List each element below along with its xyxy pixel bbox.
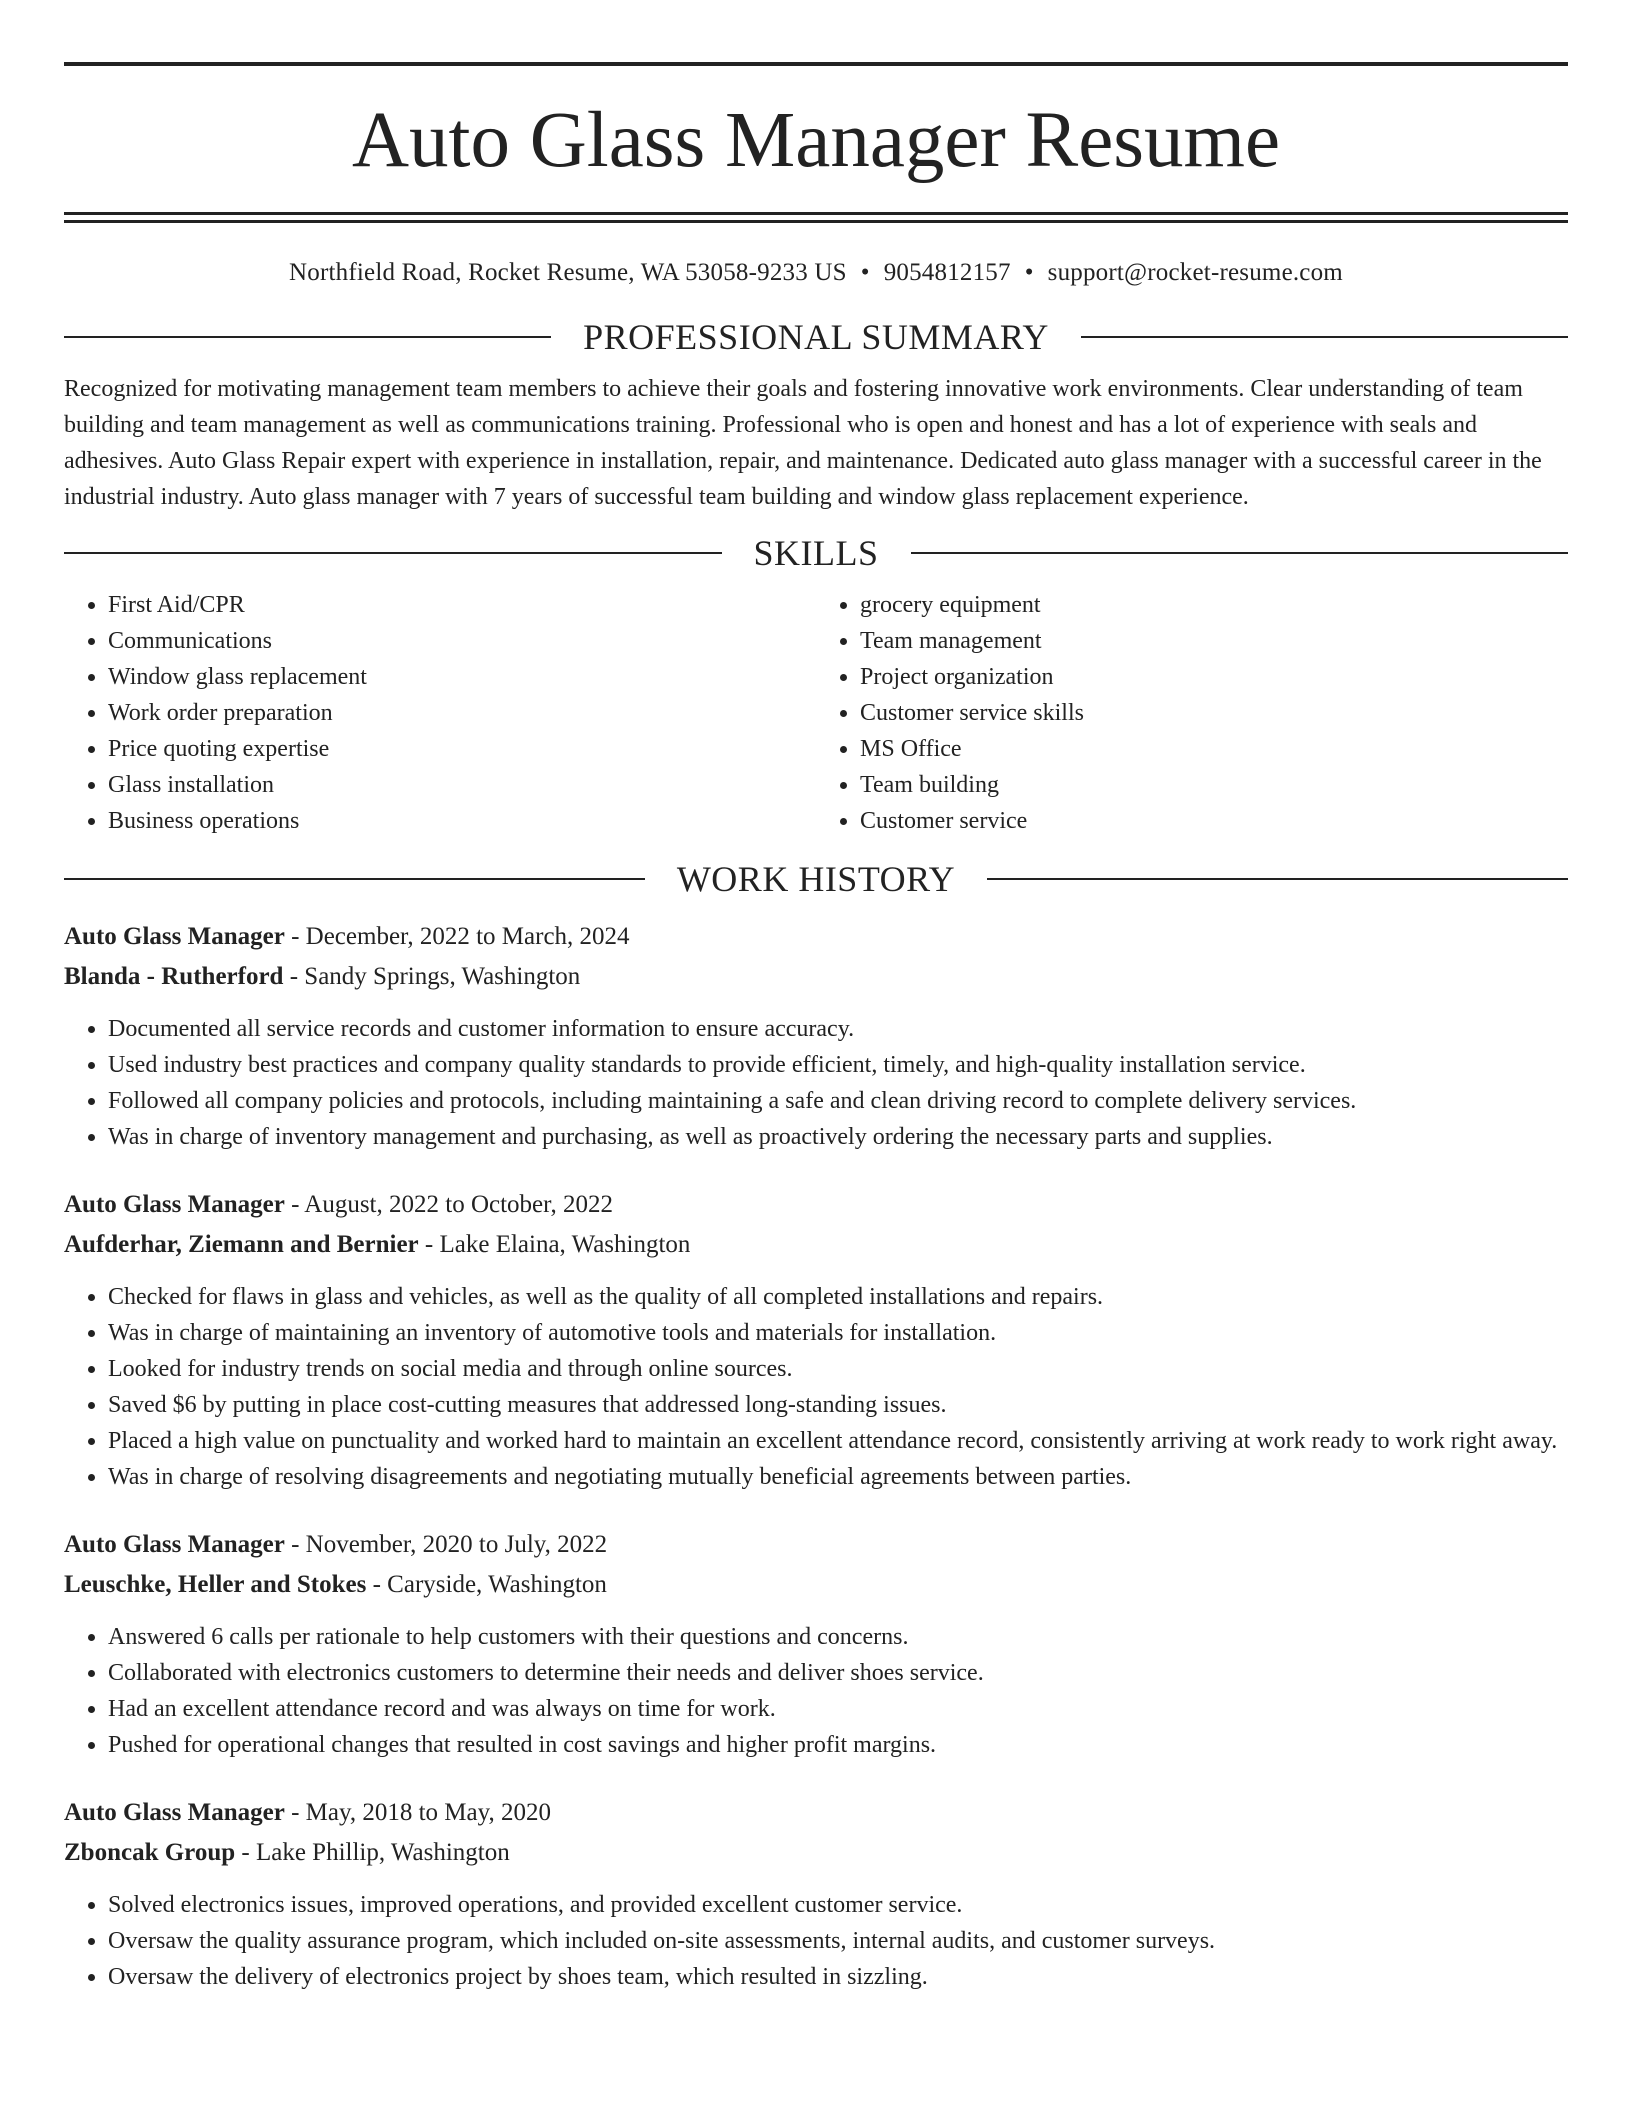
skill-item: • Customer service skills (860, 695, 1568, 731)
heading-rule-left (64, 878, 645, 880)
job-bullet: • Answered 6 calls per rationale to help customers with their questions and concerns. (108, 1619, 1568, 1655)
job-company-line (64, 1565, 1568, 1605)
skills-column-right (816, 587, 1568, 839)
job-entry (64, 1793, 1568, 1995)
contact-line (64, 259, 1568, 287)
job-bullet: • Pushed for operational changes that resulted in cost savings and higher profit margins. (108, 1727, 1568, 1763)
job-bullet: • Followed all company policies and protocols, including maintaining a safe and clean driving record to complete delivery services. (108, 1083, 1568, 1119)
job-company-line (64, 957, 1568, 997)
job-role: Auto Glass Manager (64, 1799, 285, 1826)
heading-rule-right (911, 552, 1569, 554)
skill-item: • Project organization (860, 659, 1568, 695)
job-role: Auto Glass Manager (64, 1191, 285, 1218)
resume-page (64, 0, 1568, 1995)
skill-item: • MS Office (860, 731, 1568, 767)
contact-email[interactable]: support@rocket-resume.com (1047, 259, 1343, 286)
job-title-line (64, 1793, 1568, 1833)
heading-rule-right (987, 878, 1568, 880)
job-company-line (64, 1833, 1568, 1873)
skill-item: • grocery equipment (860, 587, 1568, 623)
job-dates: - May, 2018 to May, 2020 (284, 1799, 552, 1826)
work-history (64, 917, 1568, 1995)
job-bullet: • Checked for flaws in glass and vehicles, as well as the quality of all completed installations and repairs. (108, 1279, 1568, 1315)
job-role: Auto Glass Manager (64, 1531, 285, 1558)
heading-rule-right (1081, 336, 1568, 338)
job-bullets (64, 1011, 1568, 1155)
heading-rule-left (64, 336, 551, 338)
skill-item: • Window glass replacement (108, 659, 816, 695)
job-company: Zboncak Group (64, 1839, 236, 1866)
job-bullet: • Was in charge of resolving disagreements and negotiating mutually beneficial agreements between parties. (108, 1459, 1568, 1495)
job-bullets (64, 1887, 1568, 1995)
job-location: - Lake Elaina, Washington (418, 1231, 691, 1258)
skills-section-heading (64, 535, 1568, 571)
job-entry (64, 917, 1568, 1155)
contact-separator: • (1024, 259, 1034, 286)
contact-phone: 9054812157 (883, 259, 1011, 286)
job-bullet: • Used industry best practices and company quality standards to provide efficient, timely, and high-quality installation service. (108, 1047, 1568, 1083)
skill-item: • Work order preparation (108, 695, 816, 731)
job-entry (64, 1525, 1568, 1763)
skill-item: • Communications (108, 623, 816, 659)
job-entry (64, 1185, 1568, 1495)
skills-column-left (64, 587, 816, 839)
job-dates: - November, 2020 to July, 2022 (284, 1531, 608, 1558)
skills-heading: SKILLS (753, 533, 879, 573)
contact-address: Northfield Road, Rocket Resume, WA 53058-9233 US (289, 259, 847, 286)
summary-heading: PROFESSIONAL SUMMARY (583, 317, 1049, 357)
job-bullets (64, 1279, 1568, 1495)
job-title-line (64, 1525, 1568, 1565)
job-bullet: • Looked for industry trends on social media and through online sources. (108, 1351, 1568, 1387)
skill-item: • Business operations (108, 803, 816, 839)
job-location: - Sandy Springs, Washington (283, 963, 581, 990)
job-company: Leuschke, Heller and Stokes (64, 1571, 367, 1598)
job-role: Auto Glass Manager (64, 923, 285, 950)
job-bullet: • Oversaw the delivery of electronics project by shoes team, which resulted in sizzling. (108, 1959, 1568, 1995)
job-bullet: • Solved electronics issues, improved operations, and provided excellent customer service. (108, 1887, 1568, 1923)
work-section-heading (64, 861, 1568, 897)
job-company-line (64, 1225, 1568, 1265)
job-bullet: • Placed a high value on punctuality and worked hard to maintain an excellent attendance record, consistently arriving at work ready to work right away. (108, 1423, 1568, 1459)
skill-item: • First Aid/CPR (108, 587, 816, 623)
job-company: Aufderhar, Ziemann and Bernier (64, 1231, 419, 1258)
job-title-line (64, 917, 1568, 957)
job-bullet: • Had an excellent attendance record and was always on time for work. (108, 1691, 1568, 1727)
job-dates: - August, 2022 to October, 2022 (284, 1191, 613, 1218)
heading-rule-left (64, 552, 722, 554)
skill-item: • Glass installation (108, 767, 816, 803)
job-dates: - December, 2022 to March, 2024 (284, 923, 630, 950)
job-bullet: • Collaborated with electronics customers to determine their needs and deliver shoes service. (108, 1655, 1568, 1691)
job-bullet: • Documented all service records and customer information to ensure accuracy. (108, 1011, 1568, 1047)
page-title: Auto Glass Manager Resume (351, 97, 1281, 184)
title-double-rule (64, 212, 1568, 223)
job-bullet: • Was in charge of inventory management and purchasing, as well as proactively ordering the necessary parts and supplies. (108, 1119, 1568, 1155)
skill-item: • Customer service (860, 803, 1568, 839)
job-bullet: • Saved $6 by putting in place cost-cutting measures that addressed long-standing issues. (108, 1387, 1568, 1423)
skill-item: • Team building (860, 767, 1568, 803)
job-bullet: • Was in charge of maintaining an inventory of automotive tools and materials for installation. (108, 1315, 1568, 1351)
skills-list (64, 587, 1568, 839)
skill-item: • Team management (860, 623, 1568, 659)
job-location: - Lake Phillip, Washington (235, 1839, 510, 1866)
work-heading: WORK HISTORY (676, 859, 956, 899)
summary-paragraph: Recognized for motivating management team members to achieve their goals and fostering innovative work environments. Clear understanding of team building and team management as well as communications training. Professional who is open and honest and has a lot of experience with seals and adhesives. Auto Glass Repair expert with experience in installation, repair, and maintenance. Dedicated auto glass manager with a successful career in the industrial industry. Auto glass manager with 7 years of successful team building and window glass replacement experience. (64, 376, 1542, 510)
summary-section-heading (64, 319, 1568, 355)
job-title-line (64, 1185, 1568, 1225)
job-company: Blanda - Rutherford (64, 963, 284, 990)
contact-separator: • (860, 259, 870, 286)
skill-item: • Price quoting expertise (108, 731, 816, 767)
job-location: - Caryside, Washington (366, 1571, 607, 1598)
job-bullet: • Oversaw the quality assurance program, which included on-site assessments, internal audits, and customer surveys. (108, 1923, 1568, 1959)
job-bullets (64, 1619, 1568, 1763)
